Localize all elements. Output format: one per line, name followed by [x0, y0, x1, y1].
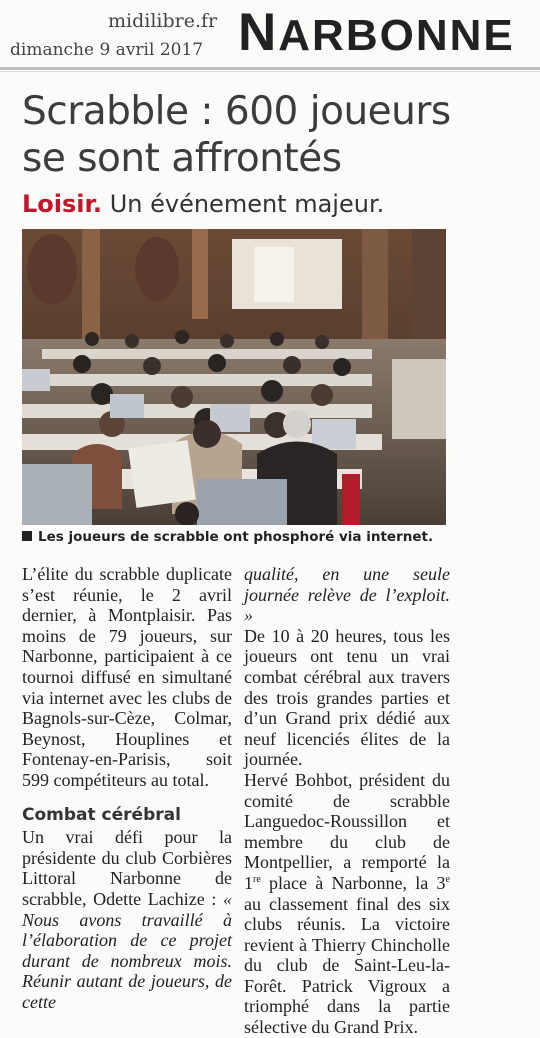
hall-photo-illustration	[22, 229, 446, 525]
header-divider-thin	[0, 71, 540, 72]
paragraph-results	[244, 770, 450, 1038]
results-part-c: au classement final des six clubs réunis. La victoire revient à Thierry Chincholle du club de Saint-Leu-la-Forêt. Patrick Vigroux a triomphé dans la partie sélective du Grand Prix.	[244, 893, 450, 1038]
site-name: midilibre.fr	[108, 10, 218, 32]
headline-line-2: se sont affrontés	[22, 136, 342, 181]
kicker-text: Un événement majeur.	[109, 190, 385, 218]
issue-date: dimanche 9 avril 2017	[10, 40, 204, 60]
kicker-label: Loisir.	[22, 190, 103, 218]
results-part-a: Hervé Bohbot, président du comité de scrabble Languedoc-Roussillon et membre du club de Montpellier, a remporté la 1	[244, 769, 450, 893]
header-divider	[0, 67, 540, 70]
paragraph-intro: L’élite du scrabble duplicate s’est réunie, le 2 avril dernier, à Montplaisir. Pas moins de 79 joueurs, sur Narbonne, participaient à ce tournoi diffusé en simultané via internet avec les clubs de Bagnols-sur-Cèze, Colmar, Beynost, Houplines et Fontenay-en-Parisis, soit 599 compétiteurs au total.	[22, 564, 232, 790]
ordinal-first: re	[253, 873, 261, 885]
results-part-b: place à Narbonne, la 3	[260, 872, 446, 893]
paragraph-quote-start	[22, 827, 232, 1012]
ordinal-third: e	[445, 873, 450, 885]
city-rest: ARBONNE	[278, 11, 515, 60]
section-city	[238, 2, 515, 63]
caption-text: Les joueurs de scrabble ont phosphoré via internet.	[38, 529, 434, 545]
article-column-1	[22, 564, 232, 1012]
headline-line-1: Scrabble : 600 joueurs	[22, 89, 451, 134]
paragraph-day: De 10 à 20 heures, tous les joueurs ont tenu un vrai combat cérébral aux travers des trois grandes parties et d’un Grand prix dédié aux neuf licenciés élites de la journée.	[244, 625, 450, 770]
city-initial: N	[238, 3, 279, 62]
quote-lead: Un vrai défi pour la présidente du club Corbières Littoral Narbonne de scrabble, Odette Lachize :	[22, 827, 232, 909]
article-photo	[22, 229, 446, 525]
quote-end: qualité, en une seule journée relève de l’exploit. »	[244, 564, 450, 626]
article-subhead: Combat cérébral	[22, 804, 181, 825]
article-kicker	[22, 190, 384, 218]
caption-square-icon	[22, 531, 32, 541]
article-headline	[22, 88, 532, 182]
article-column-2	[244, 564, 450, 1038]
quote-text: « Nous avons travaillé à l’élaboration de ce projet durant de nombreux mois. Réunir autant de joueurs, de cette	[22, 888, 233, 1012]
photo-caption	[22, 529, 433, 545]
masthead	[0, 0, 540, 66]
